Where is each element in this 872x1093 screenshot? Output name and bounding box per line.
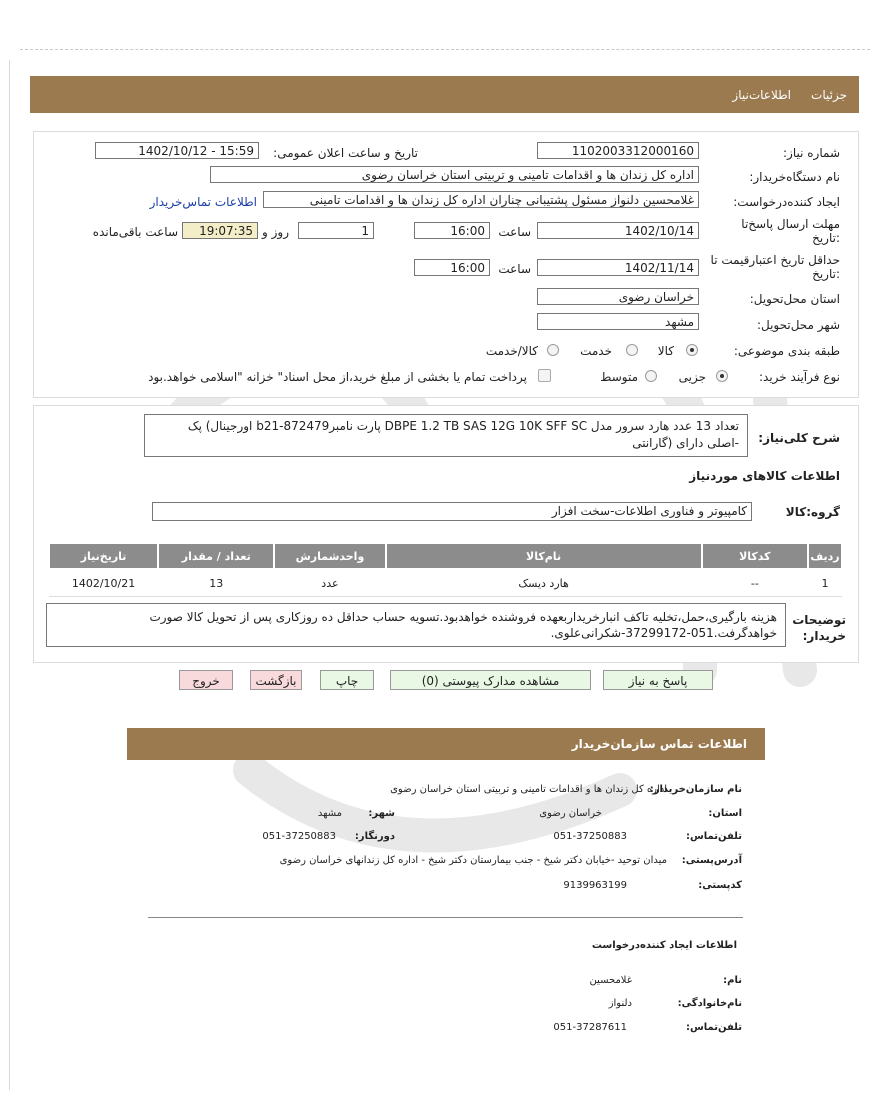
process-radio-minor[interactable]	[716, 370, 728, 382]
org-label: نام سازمان‌خریدار:	[649, 784, 742, 795]
creator-name-value: غلامحسین	[589, 975, 632, 986]
category-goods-service-label: کالا/خدمت	[485, 344, 538, 358]
city-label: شهر محل‌تحویل:	[756, 318, 840, 332]
process-medium-label: متوسط	[600, 370, 638, 384]
category-radio-goods-service[interactable]	[547, 344, 559, 356]
creator-phone-value: 051-37287611	[553, 1022, 627, 1033]
creator-section-title: اطلاعات ایجاد کننده‌درخواست	[591, 940, 737, 951]
process-minor-label: جزیی	[678, 370, 706, 384]
col-row: ردیف	[808, 543, 842, 569]
contact-bar	[127, 728, 765, 760]
top-divider	[20, 49, 870, 50]
creator-name-label: نام:	[723, 975, 742, 986]
province-field: خراسان رضوی	[537, 288, 699, 305]
treasury-payment-label: پرداخت تمام یا بخشی از مبلغ خرید،از محل اسناد" خزانه "اسلامی خواهد.بود	[148, 370, 527, 384]
creator-phone-label: تلفن‌تماس:	[685, 1022, 742, 1033]
col-quantity: تعداد / مقدار	[158, 543, 274, 569]
buyer-notes-label: توضیحات خریدار:	[792, 613, 846, 643]
buyer-notes-field	[46, 603, 786, 647]
col-date: تاریخ‌نیاز	[49, 543, 158, 569]
tab-need-info[interactable]: اطلاعات‌نیاز	[732, 88, 791, 102]
back-button[interactable]: بازگشت	[250, 670, 302, 690]
category-label: طبقه بندی موضوعی:	[733, 344, 840, 358]
contact-divider	[148, 917, 743, 918]
treasury-payment-checkbox[interactable]	[538, 369, 551, 382]
deadline-time-field: 16:00	[414, 222, 490, 239]
contact-address-value: میدان توحید -خیابان دکتر شیخ - جنب بیمارستان دکتر شیخ - اداره کل زندانهای خراسان رضوی	[279, 855, 667, 866]
cell-date: 1402/10/21	[49, 569, 158, 597]
print-button[interactable]: چاپ	[320, 670, 374, 690]
org-value: اداره کل زندان ها و اقدامات تامینی و تربیتی استان خراسان رضوی	[390, 784, 667, 795]
validity-date-field: 1402/11/14	[537, 259, 699, 276]
need-number-field: 1102003312000160	[537, 142, 699, 159]
contact-city-label: شهر:	[368, 808, 395, 819]
process-label: نوع فرآیند خرید:	[759, 370, 840, 384]
contact-address-label: آدرس‌پستی:	[681, 855, 742, 866]
contact-bar-title: اطلاعات تماس سازمان‌خریدار	[571, 737, 747, 751]
creator-label: ایجاد کننده‌درخواست:	[733, 195, 840, 209]
deadline-time-label: ساعت	[498, 225, 531, 239]
contact-fax-value: 051-37250883	[262, 831, 336, 842]
contact-postal-label: کدپستی:	[698, 880, 742, 891]
category-service-label: خدمت	[580, 344, 612, 358]
category-radio-goods[interactable]	[686, 344, 698, 356]
goods-group-label: گروه:کالا	[785, 505, 840, 519]
days-field: 1	[298, 222, 374, 239]
creator-family-label: نام‌خانوادگی:	[677, 998, 742, 1009]
contact-province-value: خراسان رضوی	[539, 808, 602, 819]
col-name: نام‌کالا	[386, 543, 702, 569]
remaining-time-field: 19:07:35	[182, 222, 258, 239]
cell-quantity: 13	[158, 569, 274, 597]
days-label: روز و	[262, 225, 289, 239]
need-number-label: شماره نیاز:	[783, 146, 840, 160]
tab-details[interactable]: جزئیات	[811, 88, 847, 102]
summary-field	[144, 414, 748, 457]
col-code: کدکالا	[702, 543, 808, 569]
summary-line-1: تعداد 13 عدد هارد سرور مدل DBPE 1.2 TB SAS 12G 10K SFF SC پارت نامبر872479-b21 اورجینال) پک	[187, 419, 739, 433]
category-goods-label: کالا	[657, 344, 674, 358]
goods-group-field: کامپیوتر و فناوری اطلاعات-سخت افزار	[152, 502, 752, 521]
cell-row: 1	[808, 569, 842, 597]
announce-label: تاریخ و ساعت اعلان عمومی:	[273, 146, 418, 160]
goods-table	[48, 542, 843, 597]
contact-phone-value: 051-37250883	[553, 831, 627, 842]
summary-label: شرح کلی‌نیاز:	[758, 431, 840, 445]
buyer-field: اداره کل زندان ها و اقدامات تامینی و تربیتی استان خراسان رضوی	[210, 166, 699, 183]
notes-line-2: خواهدگرفت.051-37299172-شکرانی‌علوی.	[550, 626, 777, 640]
contact-city-value: مشهد	[317, 808, 342, 819]
cell-name: هارد دیسک	[386, 569, 702, 597]
cell-unit: عدد	[274, 569, 385, 597]
summary-line-2: -اصلی دارای (گارانتی	[632, 436, 739, 450]
contact-postal-value: 9139963199	[563, 880, 627, 891]
contact-phone-label: تلفن‌تماس:	[685, 831, 742, 842]
validity-time-label: ساعت	[498, 262, 531, 276]
contact-fax-label: دورنگار:	[354, 831, 395, 842]
buyer-contact-link[interactable]: اطلاعات تماس‌خریدار	[149, 195, 257, 209]
deadline-label: مهلت ارسال پاسخ‌تا :تاریخ	[741, 217, 840, 245]
goods-table-header	[49, 543, 842, 569]
category-radio-service[interactable]	[626, 344, 638, 356]
creator-family-value: دلنواز	[608, 998, 632, 1009]
remaining-label: ساعت باقی‌مانده	[92, 225, 178, 239]
cell-code: --	[702, 569, 808, 597]
creator-field: غلامحسین دلنواز مسئول پشتیبانی چناران اداره کل زندان ها و اقدامات تامینی	[263, 191, 699, 208]
header-bar	[30, 76, 859, 113]
contact-province-label: استان:	[708, 808, 742, 819]
announce-field: 1402/10/12 - 15:59	[95, 142, 259, 159]
reply-button[interactable]: پاسخ به نیاز	[603, 670, 713, 690]
attachments-button[interactable]: مشاهده مدارک پیوستی (0)	[390, 670, 591, 690]
deadline-date-field: 1402/10/14	[537, 222, 699, 239]
goods-section-title: اطلاعات کالاهای موردنیاز	[689, 469, 840, 483]
validity-label: حداقل تاریخ اعتبار‌قیمت تا :تاریخ	[710, 253, 840, 281]
notes-line-1: هزینه بارگیری،حمل،تخلیه تاکف انبارخریداربعهده فروشنده خواهدبود.تسویه حساب حداقل ده روزکاری پس از تحویل کالا صورت	[149, 610, 777, 624]
buyer-label: نام دستگاه‌خریدار:	[749, 170, 840, 184]
province-label: استان محل‌تحویل:	[749, 292, 840, 306]
table-row	[49, 569, 842, 597]
city-field: مشهد	[537, 313, 699, 330]
exit-button[interactable]: خروج	[179, 670, 233, 690]
col-unit: واحدشمارش	[274, 543, 385, 569]
process-radio-medium[interactable]	[645, 370, 657, 382]
left-border	[9, 60, 10, 1090]
validity-time-field: 16:00	[414, 259, 490, 276]
